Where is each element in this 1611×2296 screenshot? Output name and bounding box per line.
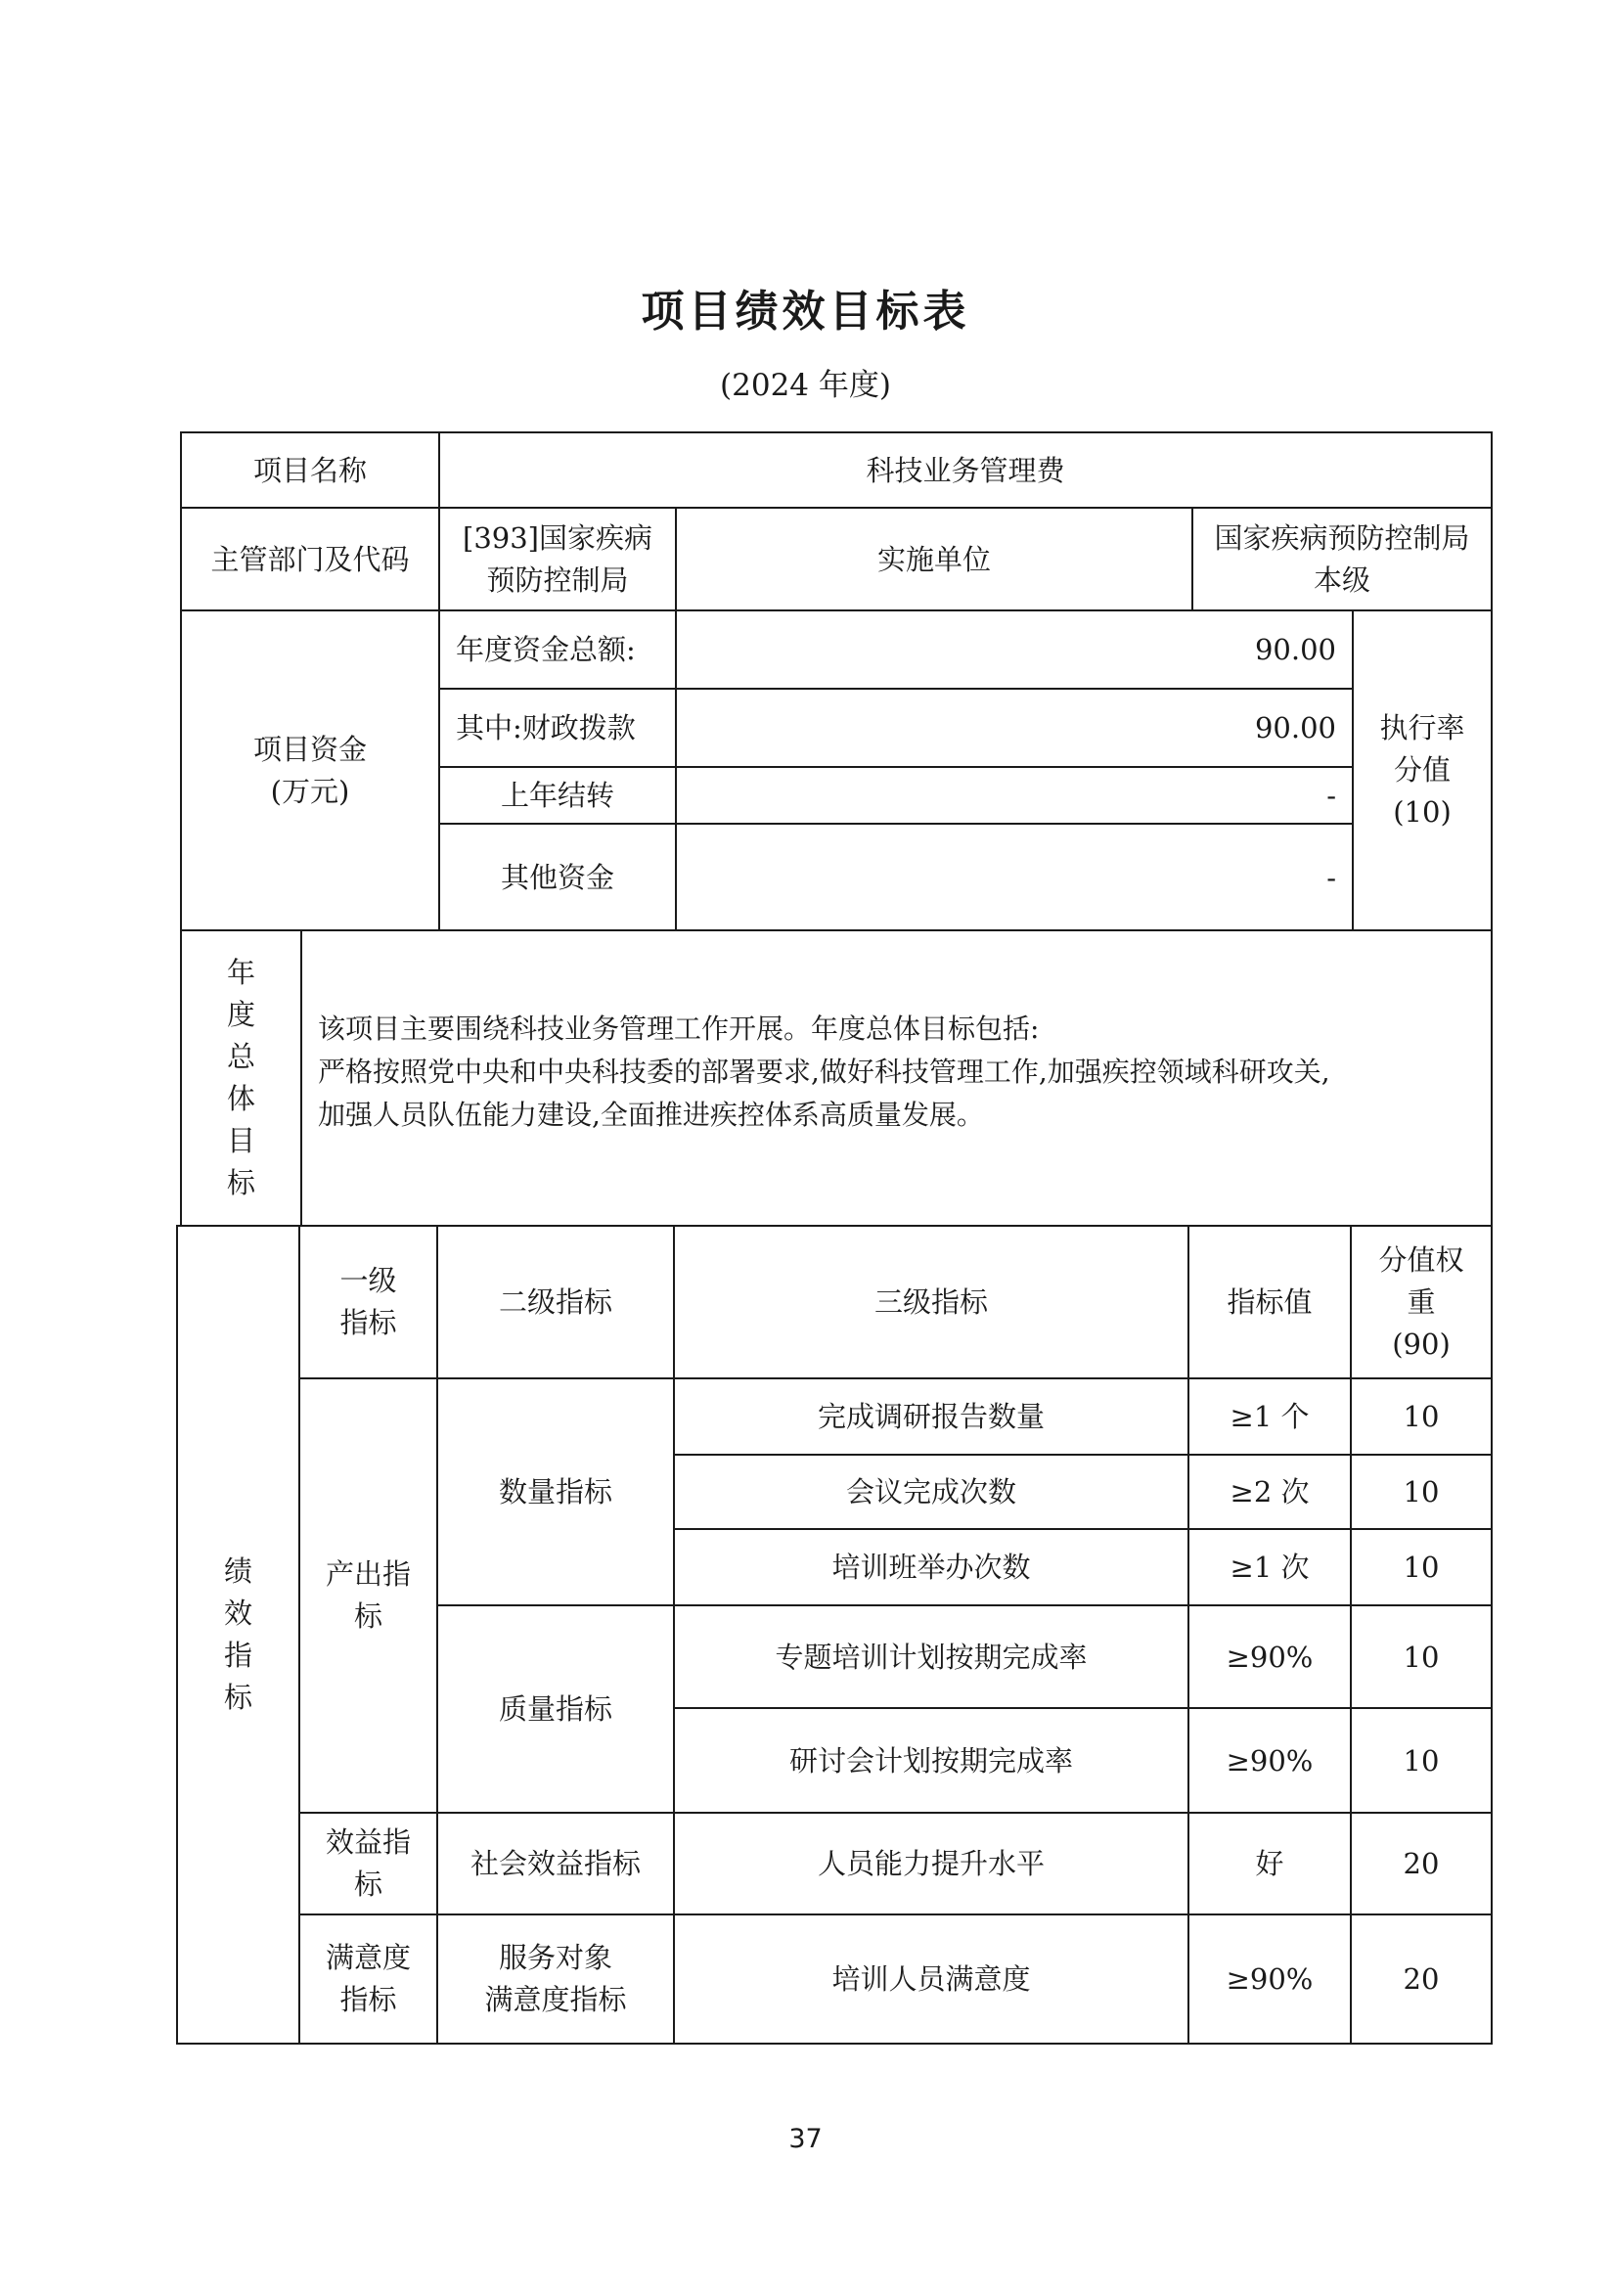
- funds-total-value: 90.00: [1254, 633, 1336, 666]
- document-title: 项目绩效目标表: [641, 287, 970, 337]
- page-number: 37: [788, 2124, 823, 2154]
- indicator-value: 好: [1255, 1847, 1284, 1880]
- indicator-value: ≥90%: [1226, 1743, 1314, 1778]
- project-funds-label: [182, 611, 438, 929]
- annual-goal-line: 该项目主要围绕科技业务管理工作开展。年度总体目标包括:: [318, 1013, 1040, 1045]
- indicator-weight: 20: [1403, 1847, 1440, 1880]
- subgroup-service: [438, 1915, 673, 2043]
- department-label: 主管部门及代码: [210, 542, 410, 576]
- header-weight: [1352, 1227, 1491, 1377]
- department-value-line: [393]国家疾病: [463, 520, 652, 555]
- execution-rate-score-line: 分值: [1393, 753, 1451, 787]
- indicator-value: ≥90%: [1226, 1962, 1314, 1996]
- annual-goal-line: 加强人员队伍能力建设,全面推进疾控体系高质量发展。: [318, 1099, 984, 1131]
- annual-goal-label-char: 标: [226, 1166, 255, 1199]
- annual-goal-text: [302, 1008, 1491, 1184]
- funds-fiscal-value: 90.00: [1254, 711, 1336, 744]
- indicator-name: 培训班举办次数: [831, 1551, 1031, 1584]
- indicator-name: 完成调研报告数量: [817, 1400, 1045, 1433]
- funds-fiscal-label: 其中:财政拨款: [456, 711, 636, 744]
- header-level3: 三级指标: [873, 1285, 988, 1319]
- implementing-unit-value: [1193, 509, 1491, 609]
- subgroup-social: 社会效益指标: [470, 1847, 641, 1880]
- annual-goal-label-char: 目: [226, 1124, 255, 1157]
- header-weight-line: 重: [1407, 1284, 1436, 1319]
- annual-goal-label-char: 年: [226, 956, 255, 989]
- funds-carryover-label: 上年结转: [500, 779, 614, 812]
- funds-other-value: -: [1326, 860, 1336, 894]
- funds-other-label: 其他资金: [500, 860, 614, 894]
- indicator-name: 会议完成次数: [845, 1475, 1016, 1508]
- implementing-unit-value-line: 国家疾病预防控制局: [1214, 520, 1470, 555]
- performance-indicators-label-char: 效: [223, 1597, 252, 1630]
- group-satisfaction-line: 满意度: [325, 1941, 411, 1974]
- subgroup-service-line: 服务对象: [498, 1941, 612, 1974]
- department-value-line: 预防控制局: [486, 563, 629, 597]
- header-weight-line: (90): [1392, 1327, 1451, 1361]
- annual-goal-line: 严格按照党中央和中央科技委的部署要求,做好科技管理工作,加强疾控领域科研攻关,: [318, 1056, 1330, 1088]
- performance-indicators-label-char: 绩: [223, 1554, 252, 1588]
- indicator-weight: 20: [1403, 1962, 1440, 1996]
- project-funds-label-line: (万元): [270, 774, 350, 808]
- project-name-label: 项目名称: [252, 453, 367, 487]
- performance-indicators-label: [178, 1227, 298, 2043]
- document-subtitle: (2024 年度): [720, 368, 891, 403]
- execution-rate-score-line: (10): [1393, 795, 1452, 829]
- indicator-name: 专题培训计划按期完成率: [775, 1640, 1088, 1674]
- indicator-weight: 10: [1403, 1743, 1440, 1778]
- table-border-bottom: [176, 2043, 1493, 2045]
- indicator-value: ≥90%: [1226, 1640, 1314, 1674]
- group-output-line: 产出指: [325, 1557, 411, 1591]
- indicator-weight: 10: [1403, 1400, 1440, 1433]
- implementing-unit-value-line: 本级: [1313, 563, 1370, 597]
- header-weight-line: 分值权: [1378, 1242, 1464, 1277]
- indicator-weight: 10: [1403, 1551, 1440, 1584]
- header-value: 指标值: [1227, 1285, 1313, 1319]
- group-benefit: [300, 1814, 436, 1913]
- funds-carryover-value: -: [1326, 779, 1336, 812]
- header-level1-line: 指标: [339, 1306, 397, 1339]
- indicator-weight: 10: [1403, 1640, 1440, 1674]
- group-satisfaction-line: 指标: [339, 1983, 397, 2016]
- execution-rate-score-line: 执行率: [1379, 711, 1465, 744]
- header-level2: 二级指标: [498, 1285, 612, 1319]
- indicator-name: 研讨会计划按期完成率: [788, 1743, 1073, 1778]
- performance-indicators-label-char: 标: [223, 1681, 252, 1714]
- implementing-unit-label: 实施单位: [876, 542, 991, 576]
- group-output-line: 标: [353, 1599, 382, 1633]
- annual-goal-label-char: 度: [226, 998, 255, 1031]
- group-output: [300, 1379, 436, 1812]
- annual-goal-label-char: 体: [226, 1082, 255, 1115]
- subgroup-quantity: 数量指标: [498, 1475, 612, 1508]
- subgroup-quality: 质量指标: [498, 1692, 612, 1726]
- subgroup-service-line: 满意度指标: [484, 1983, 627, 2016]
- funds-total-label: 年度资金总额:: [456, 633, 636, 666]
- group-benefit-line: 效益指: [325, 1825, 411, 1859]
- project-name-value: 科技业务管理费: [866, 453, 1065, 487]
- group-satisfaction: [300, 1915, 436, 2043]
- execution-rate-score: [1354, 611, 1491, 929]
- group-benefit-line: 标: [353, 1868, 382, 1901]
- annual-goal-label: [182, 931, 300, 1225]
- performance-indicators-label-char: 指: [223, 1639, 252, 1672]
- annual-goal-label-char: 总: [226, 1040, 255, 1073]
- header-level1: [300, 1227, 436, 1377]
- indicator-name: 培训人员满意度: [831, 1962, 1031, 1996]
- project-funds-label-line: 项目资金: [252, 732, 367, 766]
- indicator-value: ≥1 次: [1230, 1551, 1310, 1584]
- indicator-value: ≥1 个: [1230, 1400, 1310, 1433]
- header-level1-line: 一级: [339, 1264, 397, 1297]
- table-rule: [180, 929, 1493, 931]
- table-border-right: [1491, 431, 1493, 2045]
- indicator-name: 人员能力提升水平: [817, 1847, 1045, 1880]
- department-value: [440, 509, 675, 609]
- indicator-weight: 10: [1403, 1475, 1440, 1508]
- indicator-value: ≥2 次: [1230, 1475, 1310, 1508]
